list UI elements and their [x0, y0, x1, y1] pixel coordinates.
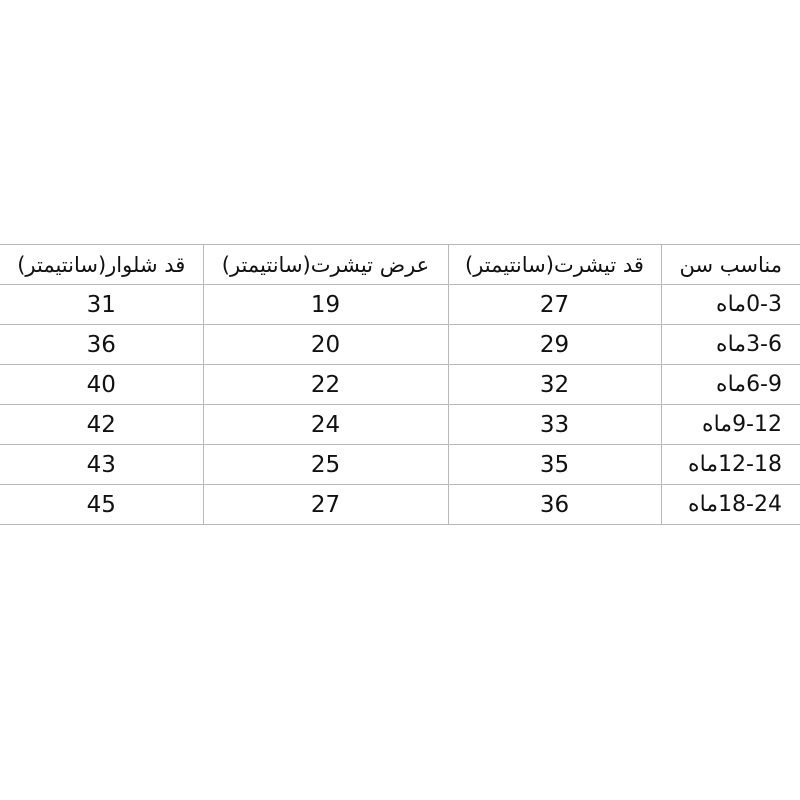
header-pants-length: قد شلوار(سانتیمتر) [0, 245, 203, 285]
cell-age: 3-6ماه [661, 325, 800, 365]
cell-shirt-width: 27 [203, 485, 448, 525]
cell-shirt-width: 19 [203, 285, 448, 325]
cell-age: 12-18ماه [661, 445, 800, 485]
cell-shirt-length: 32 [448, 365, 661, 405]
cell-shirt-length: 36 [448, 485, 661, 525]
cell-shirt-width: 22 [203, 365, 448, 405]
cell-pants-length: 42 [0, 405, 203, 445]
table-row [0, 365, 800, 405]
cell-shirt-length: 27 [448, 285, 661, 325]
cell-pants-length: 43 [0, 445, 203, 485]
table-row [0, 445, 800, 485]
cell-pants-length: 45 [0, 485, 203, 525]
cell-pants-length: 36 [0, 325, 203, 365]
cell-shirt-width: 24 [203, 405, 448, 445]
header-row [0, 245, 800, 285]
cell-age: 9-12ماه [661, 405, 800, 445]
cell-shirt-length: 29 [448, 325, 661, 365]
size-table [0, 244, 800, 525]
header-shirt-length: قد تیشرت(سانتیمتر) [448, 245, 661, 285]
header-age: مناسب سن [661, 245, 800, 285]
cell-age: 0-3ماه [661, 285, 800, 325]
cell-pants-length: 31 [0, 285, 203, 325]
cell-pants-length: 40 [0, 365, 203, 405]
table-row [0, 485, 800, 525]
table-row [0, 325, 800, 365]
table-row [0, 285, 800, 325]
cell-shirt-length: 33 [448, 405, 661, 445]
cell-shirt-width: 25 [203, 445, 448, 485]
cell-age: 6-9ماه [661, 365, 800, 405]
cell-shirt-length: 35 [448, 445, 661, 485]
table-row [0, 405, 800, 445]
cell-shirt-width: 20 [203, 325, 448, 365]
cell-age: 18-24ماه [661, 485, 800, 525]
header-shirt-width: عرض تیشرت(سانتیمتر) [203, 245, 448, 285]
